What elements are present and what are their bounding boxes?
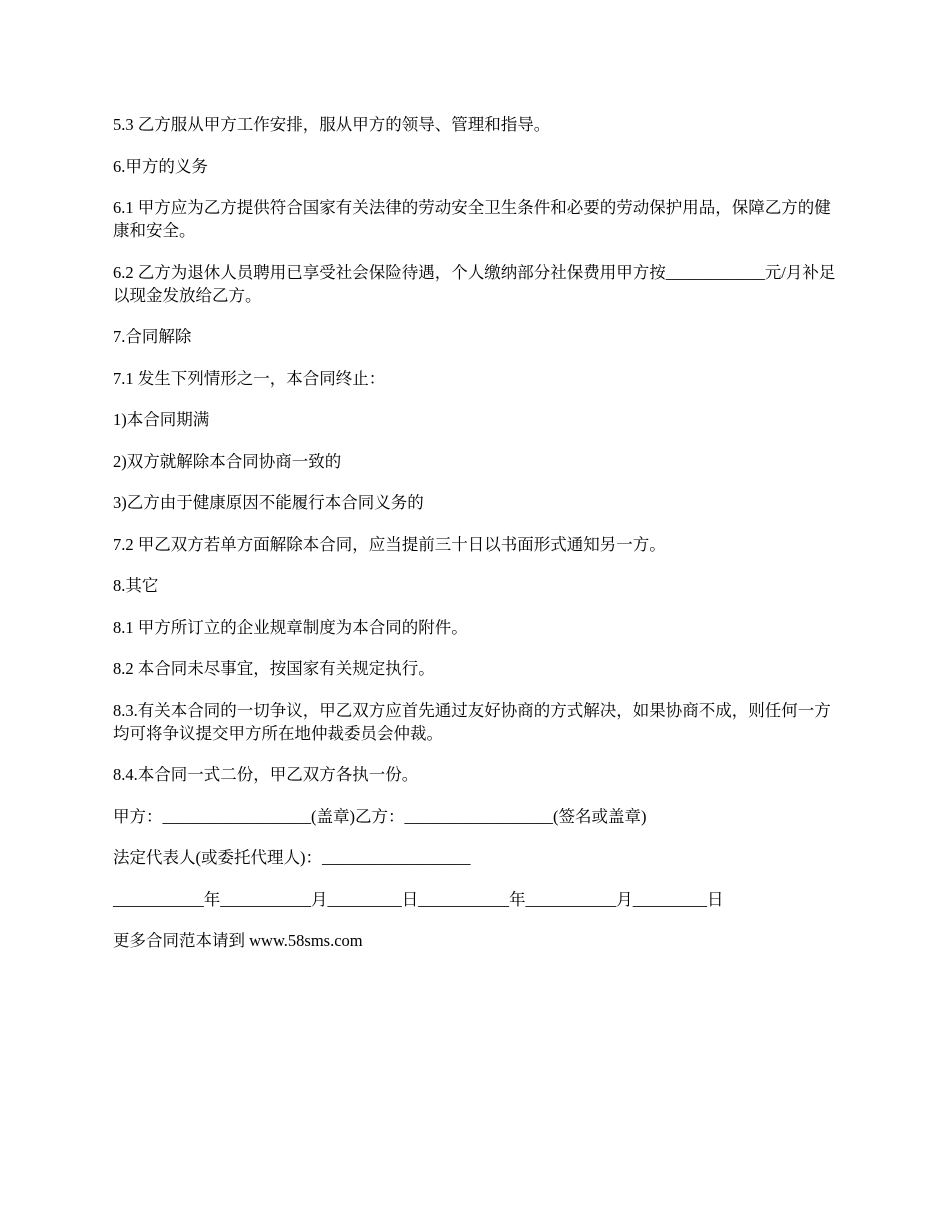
- list-item-3: 3)乙方由于健康原因不能履行本合同义务的: [113, 493, 424, 512]
- clause-8-2: 8.2 本合同未尽事宜，按国家有关规定执行。: [113, 659, 435, 678]
- section-8-heading: 8.其它: [113, 576, 159, 595]
- clause-5-3: 5.3 乙方服从甲方工作安排，服从甲方的领导、管理和指导。: [113, 115, 551, 134]
- clause-7-1: 7.1 发生下列情形之一，本合同终止：: [113, 368, 386, 388]
- list-item-2: 2)双方就解除本合同协商一致的: [113, 451, 342, 471]
- section-7-heading: 7.合同解除: [113, 327, 192, 346]
- footer-note: 更多合同范本请到 www.58sms.com: [113, 931, 363, 950]
- section-6-heading: 6.甲方的义务: [113, 156, 208, 176]
- clause-8-4: 8.4.本合同一式二份，甲乙双方各执一份。: [113, 765, 419, 784]
- clause-6-2: 6.2 乙方为退休人员聘用已享受社会保险待遇，个人缴纳部分社保费用甲方按____________元/月补足以现金发放给乙方。: [113, 262, 836, 305]
- clause-8-3: 8.3.有关本合同的一切争议，甲乙双方应首先通过友好协商的方式解决，如果协商不成，则任何一方均可将争议提交甲方所在地仲裁委员会仲裁。: [113, 700, 831, 743]
- clause-7-2: 7.2 甲乙双方若单方面解除本合同，应当提前三十日以书面形式通知另一方。: [113, 534, 666, 554]
- list-item-1: 1)本合同期满: [113, 410, 210, 429]
- clause-6-1: 6.1 甲方应为乙方提供符合国家有关法律的劳动安全卫生条件和必要的劳动保护用品，保障乙方的健康和安全。: [113, 198, 831, 240]
- document-body: [113, 113, 839, 971]
- signature-line: 甲方：__________________(盖章)乙方：__________________(签名或盖章): [113, 806, 647, 826]
- date-line: ___________年___________月_________日___________年___________月_________日: [113, 889, 724, 909]
- legal-representative-line: 法定代表人(或委托代理人)：__________________: [113, 848, 471, 867]
- clause-8-1: 8.1 甲方所订立的企业规章制度为本合同的附件。: [113, 617, 468, 637]
